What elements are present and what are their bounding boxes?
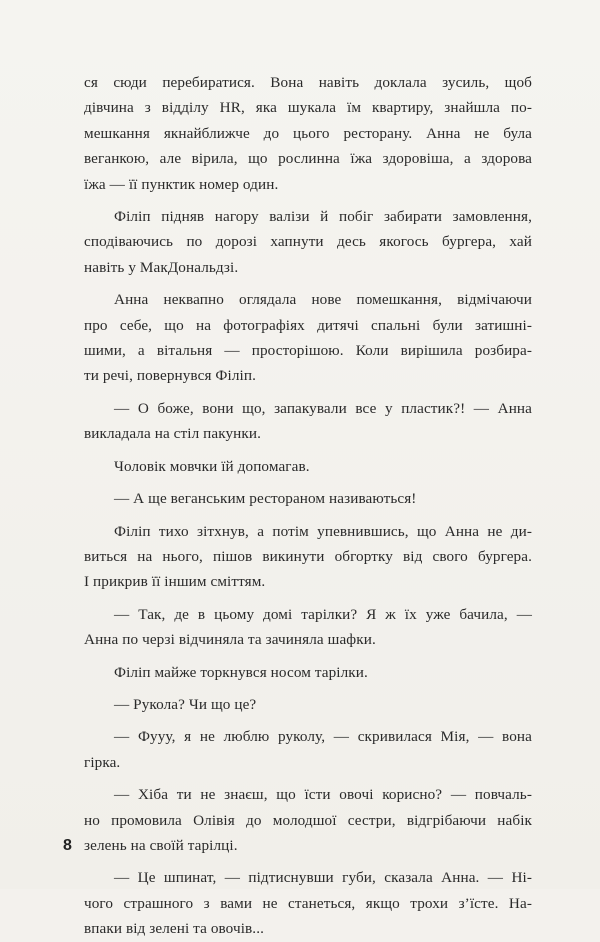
text-line: їжа — її пунктик номер один. bbox=[84, 175, 279, 193]
text-line: дівчина з відділу HR, яка шукала їм квартиру, знайшла по- bbox=[84, 99, 532, 117]
paragraph bbox=[84, 782, 532, 858]
text-line: Філіп майже торкнувся носом тарілки. bbox=[114, 663, 368, 681]
paragraph bbox=[84, 724, 532, 775]
text-line: виться на нього, пішов викинути обгортку від свого бургера. bbox=[84, 547, 532, 565]
paragraph bbox=[84, 692, 532, 717]
text-line: — Так, де в цьому домі тарілки? Я ж їх уже бачила, — bbox=[114, 605, 532, 623]
text-line: ся сюди перебиратися. Вона навіть доклала зусиль, щоб bbox=[84, 74, 532, 91]
text-line: шими, а вітальня — просторішою. Коли вирішила розбира- bbox=[84, 342, 532, 360]
body-text bbox=[84, 70, 532, 942]
paragraph bbox=[84, 865, 532, 941]
text-line: ти речі, повернувся Філіп. bbox=[84, 367, 256, 385]
paragraph bbox=[84, 519, 532, 595]
text-line: Анна по черзі відчиняла та зачиняла шафки. bbox=[84, 631, 376, 649]
paragraph bbox=[84, 287, 532, 389]
text-line: — Рукола? Чи що це? bbox=[114, 695, 257, 713]
text-line: — О боже, вони що, запакували все у пластик?! — Анна bbox=[114, 399, 532, 417]
paragraph bbox=[84, 204, 532, 280]
text-line: чого страшного з вами не станеться, якщо трохи з’їсте. На- bbox=[84, 894, 532, 912]
text-line: но промовила Олівія до молодшої сестри, відгрібаючи набік bbox=[84, 811, 532, 829]
text-line: Філіп підняв нагору валізи й побіг забирати замовлення, bbox=[114, 208, 532, 226]
paragraph bbox=[84, 396, 532, 447]
text-line: навіть у МакДональдзі. bbox=[84, 258, 239, 276]
text-line: сподіваючись по дорозі хапнути десь якогось бургера, хай bbox=[84, 233, 532, 251]
text-line: викладала на стіл пакунки. bbox=[84, 425, 262, 443]
text-line: про себе, що на фотографіях дитячі спальні були затишні- bbox=[84, 316, 532, 334]
text-line: І прикрив її іншим сміттям. bbox=[84, 573, 266, 591]
text-line: — Фууу, я не люблю руколу, — скривилася Мія, — вона bbox=[114, 728, 532, 746]
paragraph bbox=[84, 70, 532, 197]
text-line: гірка. bbox=[84, 753, 121, 771]
page-number: 8 bbox=[63, 837, 72, 854]
text-line: мешкання якнайближче до цього ресторану. Анна не була bbox=[84, 124, 532, 142]
text-line: — Хіба ти не знаєш, що їсти овочі корисно? — повчаль- bbox=[114, 786, 532, 804]
paragraph bbox=[84, 454, 532, 479]
text-line: зелень на своїй тарілці. bbox=[84, 836, 238, 854]
paragraph bbox=[84, 486, 532, 511]
paragraph bbox=[84, 660, 532, 685]
text-line: веганкою, але вірила, що рослинна їжа здоровіша, а здорова bbox=[84, 150, 532, 168]
paragraph bbox=[84, 602, 532, 653]
text-line: Чоловік мовчки їй допомагав. bbox=[114, 457, 310, 475]
text-line: Філіп тихо зітхнув, а потім упевнившись, що Анна не ди- bbox=[114, 522, 532, 540]
text-line: Анна неквапно оглядала нове помешкання, відмічаючи bbox=[114, 291, 532, 309]
text-line: — А ще веганським рестораном називаються! bbox=[114, 490, 417, 508]
text-line: — Це шпинат, — підтиснувши губи, сказала Анна. — Ні- bbox=[114, 869, 532, 887]
text-line: впаки від зелені та овочів... bbox=[84, 920, 265, 938]
